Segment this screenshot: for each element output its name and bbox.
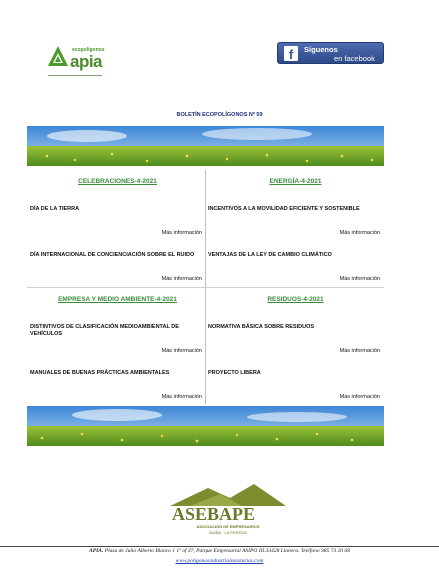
bulletin-title: BOLETÍN ECOPOLÍGONOS Nº 59 [176,112,263,118]
section-heading-energia[interactable]: ENERGÍA-4-2021 [269,178,322,185]
more-info-link[interactable]: Más información [161,394,202,400]
item-manuales-buenas-practicas: MANUALES DE BUENAS PRÁCTICAS AMBIENTALES [30,370,170,376]
footer-address [0,548,439,554]
more-info-link[interactable]: Más información [161,348,202,354]
item-dia-ruido: DÍA INTERNACIONAL DE CONCIENCIACIÓN SOBRE EL RUIDO [30,252,195,258]
more-info-link[interactable]: Más información [339,348,380,354]
section-heading-empresa-medio-ambiente[interactable]: EMPRESA Y MEDIO AMBIENTE-4-2021 [58,296,177,303]
more-info-link[interactable]: Más información [339,394,380,400]
item-incentivos-movilidad: INCENTIVOS A LA MOVILIDAD EFICIENTE Y SOSTENIBLE [208,206,360,212]
apia-logo-tagline: ▬▬▬▬▬▬▬▬▬▬▬▬▬▬▬▬▬▬ [48,73,102,77]
more-info-link[interactable]: Más información [339,276,380,282]
meadow-banner-top [27,126,384,166]
footer-divider [0,546,439,547]
asebape-locations: BAIÑA · LA PEREDA [209,530,247,535]
facebook-button-line1: Síguenos [304,45,338,54]
item-ley-cambio-climatico: VENTAJAS DE LA LEY DE CAMBIO CLIMÁTICO [208,252,332,258]
item-dia-de-la-tierra: DÍA DE LA TIERRA [30,206,80,212]
facebook-follow-button[interactable] [277,42,384,64]
meadow-banner-bottom [27,406,384,446]
footer-brand: APIA. [89,548,104,554]
section-heading-residuos[interactable]: RESIDUOS-4-2021 [267,296,324,303]
more-info-link[interactable]: Más información [161,276,202,282]
asebape-subtitle: ASOCIACIÓN DE EMPRESARIOS [196,524,260,529]
item-normativa-residuos: NORMATIVA BÁSICA SOBRE RESIDUOS [208,324,315,330]
footer-website-link[interactable]: www.poligonosindustrialesasturias.com [175,558,264,564]
facebook-button-line2: en facebook [334,54,375,63]
more-info-link[interactable]: Más información [161,230,202,236]
facebook-icon: f [284,46,298,61]
mountains-icon [170,484,286,506]
section-heading-celebraciones[interactable]: CELEBRACIONES-4-2021 [78,178,157,185]
news-grid [27,170,384,404]
footer-address-text: Plaza de Julio Alberto Blanco 1 1º of 37, Parque Empresarial ASIPO III.33428 Llanera. Teléfono 985 73 20 68 [103,548,350,554]
item-distintivos-vehiculos: DISTINTIVOS DE CLASIFICACIÓN MEDIOAMBIENTAL DE VEHÍCULOS [30,324,179,337]
apia-logo-small-text: ecopolígonos [72,47,105,53]
apia-triangle-icon [48,46,68,68]
apia-logo-text: apia [70,52,103,71]
grid-horizontal-divider [27,287,384,288]
more-info-link[interactable]: Más información [339,230,380,236]
asebape-name: ASEBAPE [172,504,256,524]
asebape-logo [166,484,290,542]
apia-logo [48,44,118,78]
item-proyecto-libera: PROYECTO LIBERA [208,370,261,376]
